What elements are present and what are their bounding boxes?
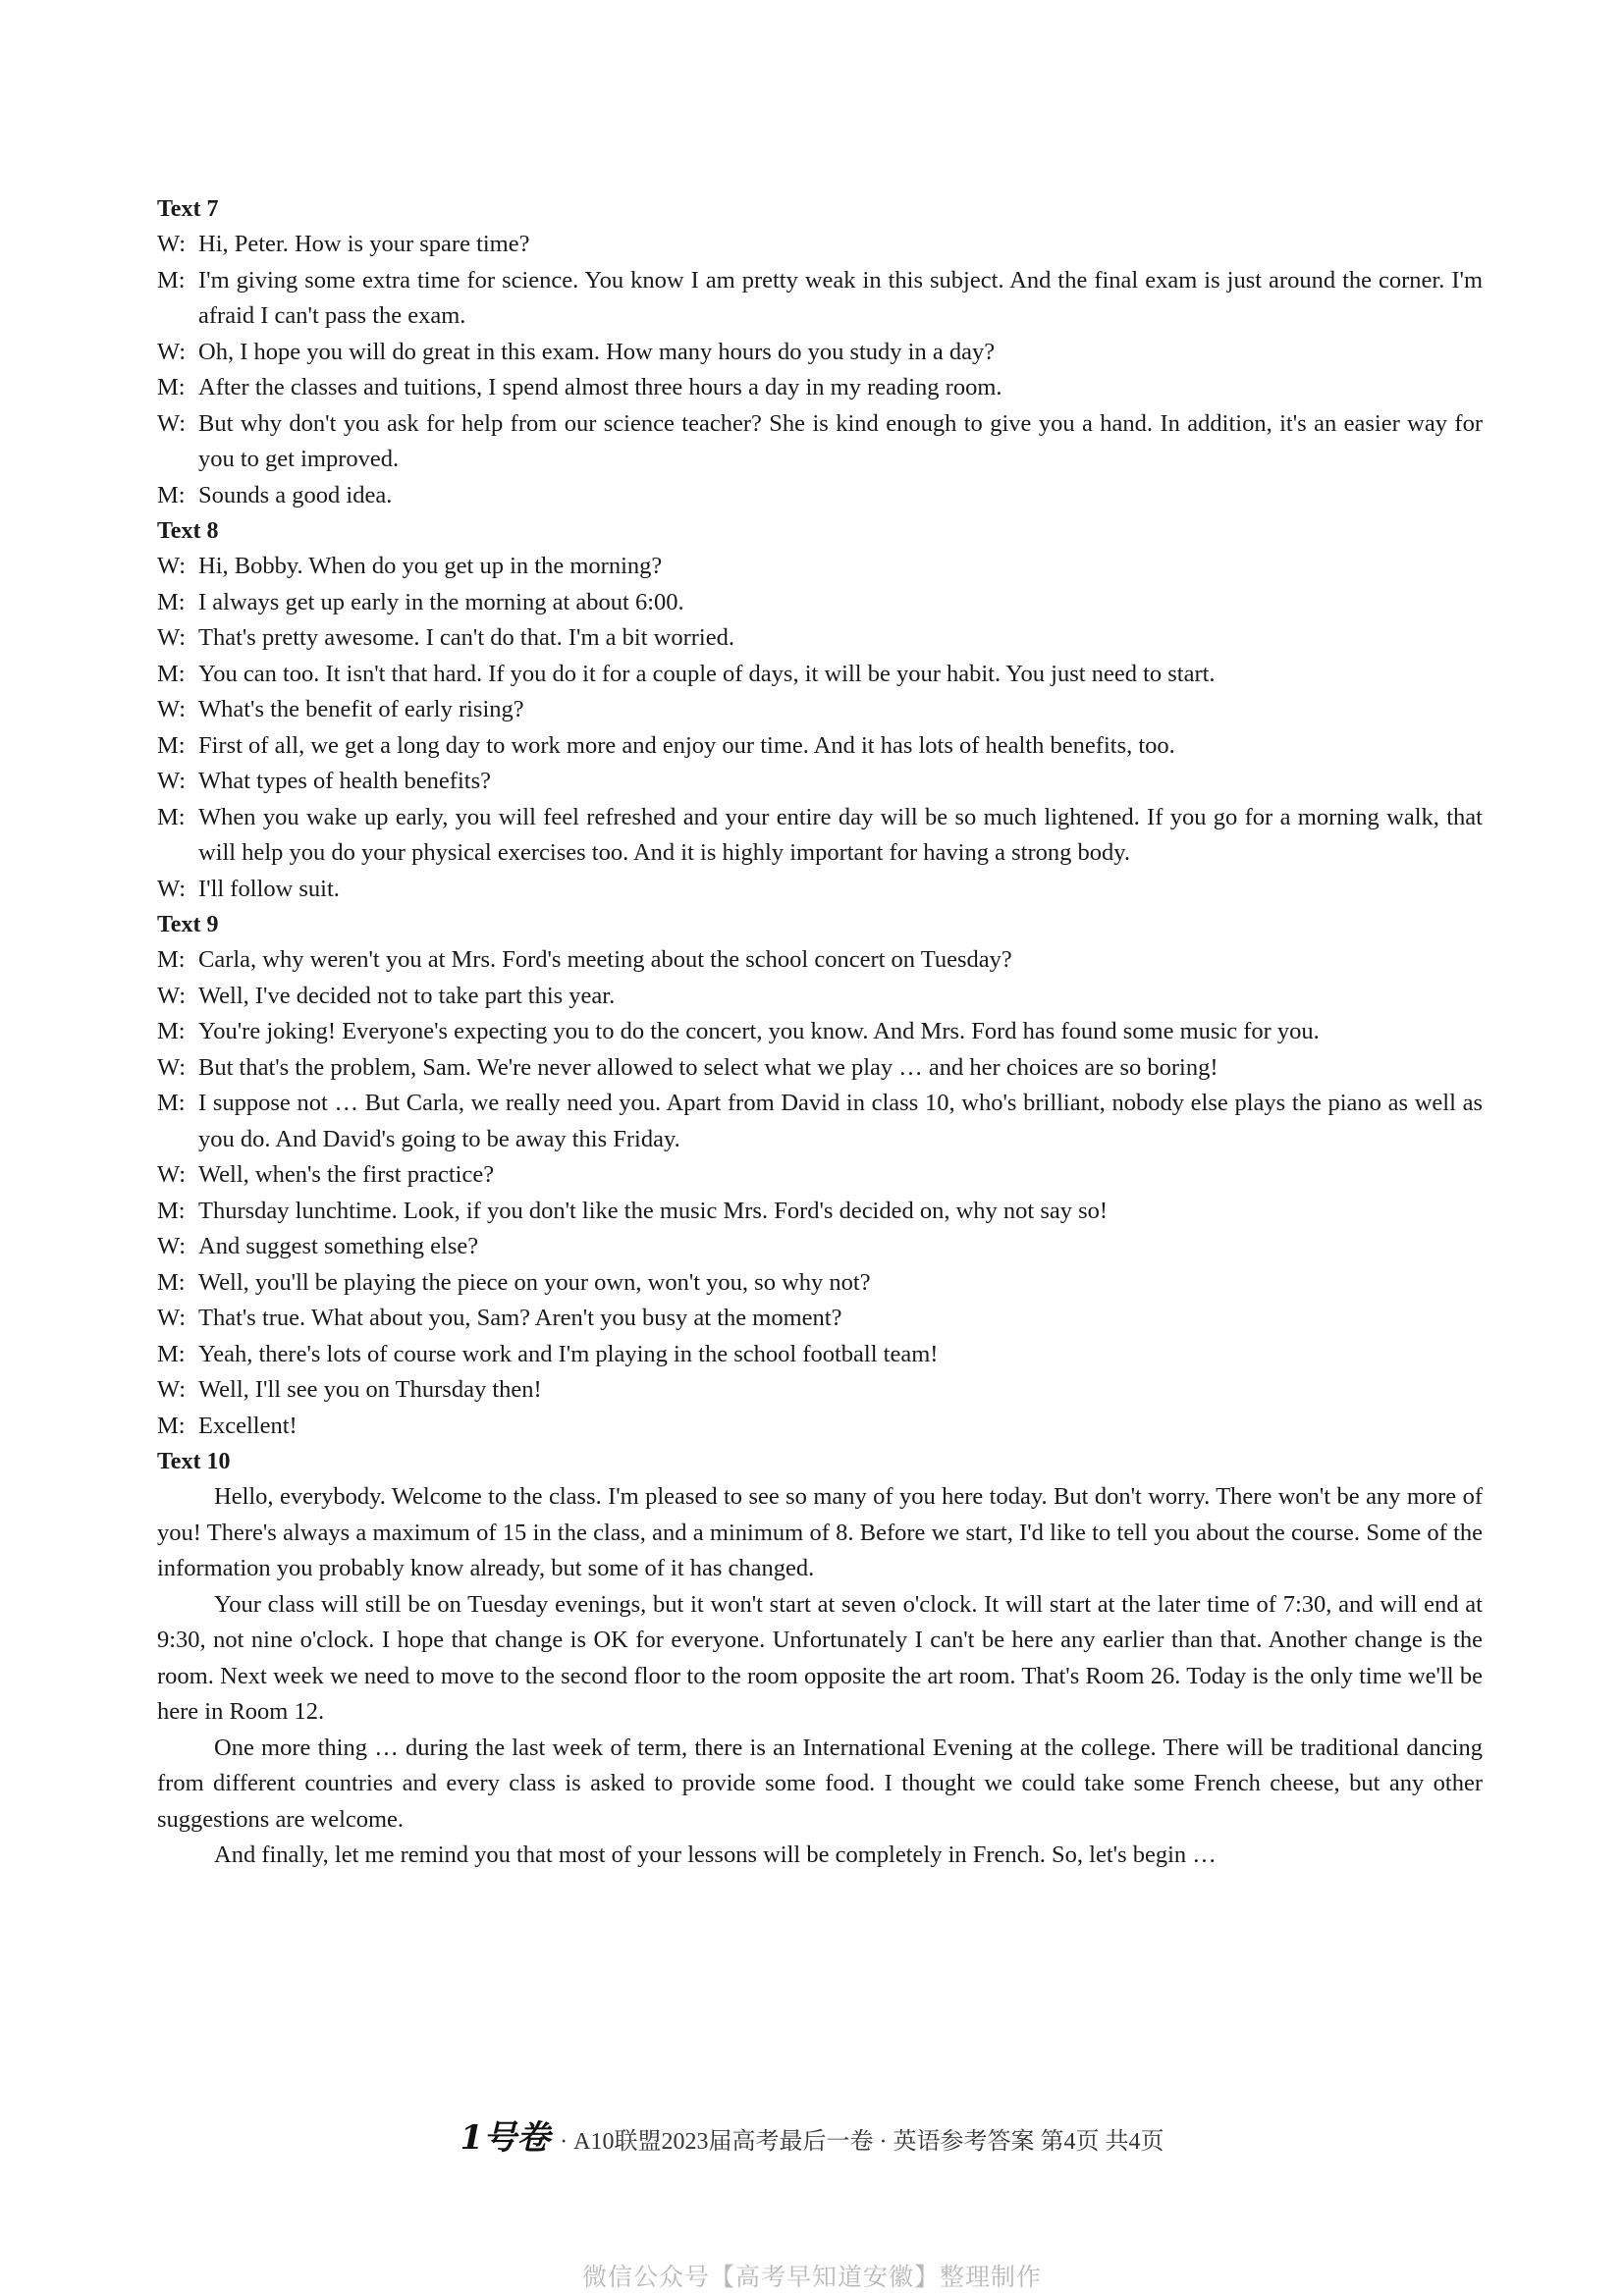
dialogue-line <box>157 692 1483 728</box>
dialogue-line <box>157 872 1483 908</box>
line-text: Excellent! <box>198 1412 298 1439</box>
dialogue-line <box>157 1086 1483 1157</box>
speaker-label: M: <box>157 1412 186 1439</box>
watermark-text: 微信公众号【高考早知道安徽】整理制作 <box>581 2265 1042 2291</box>
speaker-label: M: <box>157 1018 186 1044</box>
section-title: Text 10 <box>157 1449 231 1474</box>
line-text: First of all, we get a long day to work more and enjoy our time. And it has lots of health benefits, too. <box>198 731 1175 759</box>
speaker-label: W: <box>157 1376 187 1403</box>
dialogue-line <box>157 1157 1483 1194</box>
speaker-label: M: <box>157 266 186 294</box>
line-text: I suppose not … But Carla, we really need you. Apart from David in class 10, who's brilliant, nobody else plays the piano as well as you do. And David's going to be away this Friday. <box>198 1090 1483 1152</box>
dialogue-line <box>157 1301 1483 1337</box>
speaker-label: W: <box>157 982 187 1009</box>
dialogue-line <box>157 549 1483 585</box>
paragraph: And finally, let me remind you that most of your lessons will be completely in French. So, let's begin … <box>214 1842 1217 1868</box>
speaker-label: W: <box>157 338 187 365</box>
dialogue-line <box>157 1337 1483 1373</box>
speaker-label: W: <box>157 875 187 902</box>
dialogue-line <box>157 800 1483 872</box>
line-text: But why don't you ask for help from our science teacher? She is kind enough to give you a hand. In addition, it's an easier way for you to get improved. <box>198 409 1483 472</box>
speaker-label: W: <box>157 768 187 794</box>
line-text: After the classes and tuitions, I spend almost three hours a day in my reading room. <box>198 374 1002 400</box>
speaker-label: W: <box>157 231 187 257</box>
line-text: You can too. It isn't that hard. If you do it for a couple of days, it will be your habit. You just need to start. <box>198 660 1216 687</box>
monologue-paragraphs <box>157 1479 1483 1874</box>
speaker-label: M: <box>157 1268 186 1296</box>
speaker-label: M: <box>157 588 186 615</box>
dialogue-line <box>157 1372 1483 1409</box>
speaker-label: W: <box>157 1161 187 1188</box>
line-text: What types of health benefits? <box>198 768 491 794</box>
line-text: You're joking! Everyone's expecting you to do the concert, you know. And Mrs. Ford has found some music for you. <box>198 1018 1320 1044</box>
speaker-label: M: <box>157 660 186 687</box>
line-text: Sounds a good idea. <box>198 481 393 508</box>
dialogue-sections <box>157 191 1483 1444</box>
line-text: Hi, Bobby. When do you get up in the morning? <box>198 553 663 579</box>
document-body <box>157 191 1483 1874</box>
speaker-label: W: <box>157 1233 187 1259</box>
dialogue-line <box>157 942 1483 979</box>
footer-text: · A10联盟2023届高考最后一卷 · 英语参考答案 第4页 共4页 <box>560 2129 1164 2155</box>
dialogue-line <box>157 1050 1483 1087</box>
speaker-label: M: <box>157 1197 186 1224</box>
dialogue-line <box>157 728 1483 765</box>
dialogue-line <box>157 1014 1483 1050</box>
dialogue-line <box>157 1229 1483 1265</box>
paragraph: One more thing … during the last week of term, there is an International Evening at the college. There will be traditional dancing from different countries and every class is asked to provide some food. I thought we could take some French cheese, but any other suggestions are welcome. <box>157 1734 1483 1833</box>
dialogue-line <box>157 227 1483 263</box>
dialogue-line <box>157 478 1483 514</box>
dialogue-line <box>157 1265 1483 1302</box>
line-text: Yeah, there's lots of course work and I'm playing in the school football team! <box>198 1340 939 1367</box>
dialogue-line <box>157 370 1483 406</box>
line-text: Oh, I hope you will do great in this exam. How many hours do you study in a day? <box>198 338 996 365</box>
speaker-label: W: <box>157 553 187 579</box>
speaker-label: W: <box>157 1053 187 1081</box>
line-text: Well, you'll be playing the piece on your own, won't you, so why not? <box>198 1268 871 1296</box>
brand-logo: 1号卷 <box>460 2118 551 2158</box>
section-title: Text 8 <box>157 518 219 544</box>
line-text: Well, I'll see you on Thursday then! <box>198 1376 542 1403</box>
speaker-label: M: <box>157 1090 186 1116</box>
line-text: I always get up early in the morning at about 6:00. <box>198 588 684 615</box>
dialogue-line <box>157 585 1483 621</box>
dialogue-line <box>157 979 1483 1015</box>
dialogue-line <box>157 764 1483 800</box>
line-text: And suggest something else? <box>198 1233 479 1259</box>
line-text: Well, when's the first practice? <box>198 1161 495 1188</box>
speaker-label: M: <box>157 803 186 830</box>
line-text: Thursday lunchtime. Look, if you don't like the music Mrs. Ford's decided on, why not say so! <box>198 1197 1109 1224</box>
section-title: Text 9 <box>157 912 219 937</box>
line-text: Hi, Peter. How is your spare time? <box>198 231 530 257</box>
speaker-label: W: <box>157 624 187 651</box>
dialogue-section <box>157 191 1483 513</box>
dialogue-line <box>157 657 1483 693</box>
speaker-label: W: <box>157 409 187 437</box>
speaker-label: M: <box>157 1340 186 1367</box>
speaker-label: M: <box>157 731 186 759</box>
dialogue-line <box>157 406 1483 478</box>
line-text: That's pretty awesome. I can't do that. I'm a bit worried. <box>198 624 734 651</box>
line-text: What's the benefit of early rising? <box>198 696 524 722</box>
paragraph: Your class will still be on Tuesday evenings, but it won't start at seven o'clock. It will start at the later time of 7:30, and will end at 9:30, not nine o'clock. I hope that change is OK for everyone. Unfortunately I can't be here any earlier than that. Another change is the room. Next week we need to move to the second floor to the room opposite the art room. That's Room 26. Today is the only time we'll be here in Room 12. <box>157 1590 1483 1725</box>
line-text: I'm giving some extra time for science. You know I am pretty weak in this subject. And the final exam is just around the corner. I'm afraid I can't pass the exam. <box>198 266 1483 329</box>
speaker-label: M: <box>157 481 186 508</box>
speaker-label: W: <box>157 1305 187 1331</box>
line-text: Carla, why weren't you at Mrs. Ford's meeting about the school concert on Tuesday? <box>198 946 1012 973</box>
line-text: But that's the problem, Sam. We're never allowed to select what we play … and her choices are so boring! <box>198 1053 1218 1081</box>
speaker-label: M: <box>157 374 186 400</box>
line-text: I'll follow suit. <box>198 875 340 902</box>
dialogue-section <box>157 907 1483 1444</box>
dialogue-section <box>157 513 1483 907</box>
section-title: Text 7 <box>157 196 219 222</box>
dialogue-line <box>157 1409 1483 1445</box>
line-text: When you wake up early, you will feel refreshed and your entire day will be so much lightened. If you go for a morning walk, that will help you do your physical exercises too. And it is highly important for having a strong body. <box>198 803 1483 866</box>
speaker-label: M: <box>157 946 186 973</box>
speaker-label: W: <box>157 696 187 722</box>
line-text: Well, I've decided not to take part this year. <box>198 982 616 1009</box>
dialogue-line <box>157 620 1483 657</box>
page-footer <box>0 2110 1624 2159</box>
dialogue-line <box>157 1194 1483 1230</box>
line-text: That's true. What about you, Sam? Aren't you busy at the moment? <box>198 1305 842 1331</box>
dialogue-line <box>157 335 1483 371</box>
paragraph: Hello, everybody. Welcome to the class. I'm pleased to see so many of you here today. But don't worry. There won't be any more of you! There's always a maximum of 15 in the class, and a minimum of 8. Before we start, I'd like to tell you about the course. Some of the information you probably know already, but some of it has changed. <box>157 1483 1483 1581</box>
text10-section <box>157 1444 1483 1874</box>
dialogue-line <box>157 263 1483 335</box>
